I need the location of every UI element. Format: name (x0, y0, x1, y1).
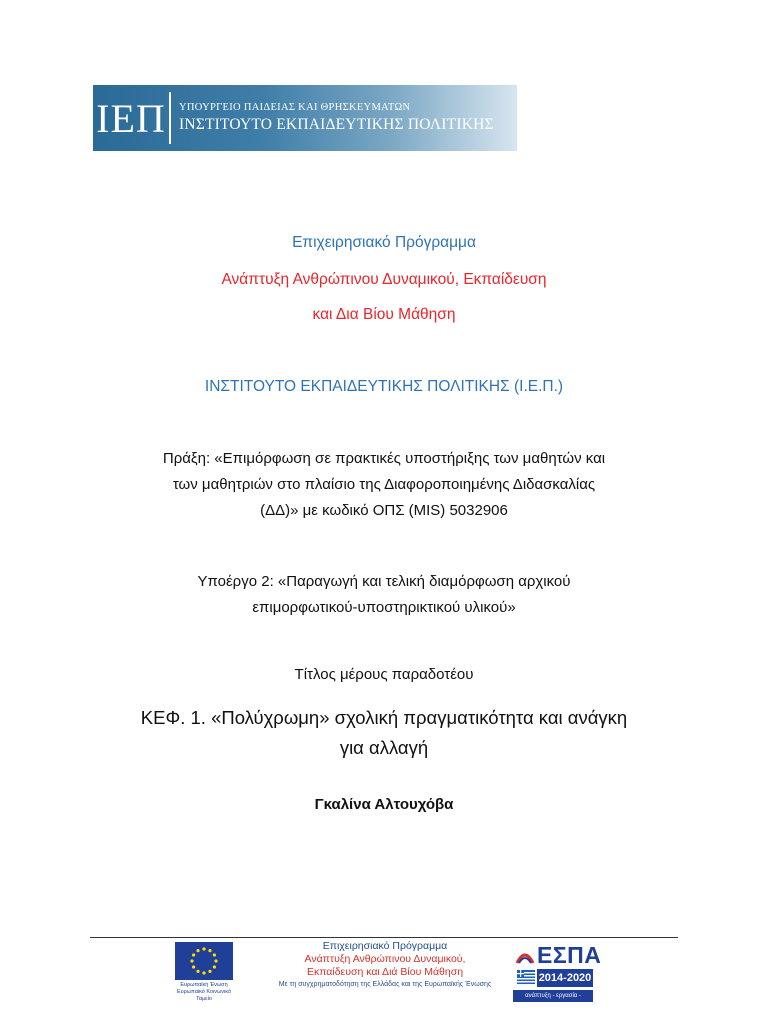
espa-years: 2014-2020 (537, 969, 593, 987)
iep-logo-text (179, 102, 494, 134)
operational-program-block (265, 940, 505, 1020)
espa-flag-icon (515, 945, 535, 967)
program-name-line2: και Δια Βίου Μάθηση (312, 306, 456, 323)
program-name-line1: Ανάπτυξη Ανθρώπινου Δυναμικού, Εκπαίδευση (221, 271, 547, 288)
op-line4: Με τη συγχρηματοδότηση της Ελλάδας και της Ευρωπαϊκής Ένωσης (278, 981, 492, 988)
ministry-name: ΥΠΟΥΡΓΕΙΟ ΠΑΙΔΕΙΑΣ ΚΑΙ ΘΡΗΣΚΕΥΜΑΤΩΝ (179, 102, 411, 113)
program-label: Επιχειρησιακό Πρόγραμμα (292, 234, 476, 251)
action-line1: Πράξη: «Επιμόρφωση σε πρακτικές υποστήριξης των μαθητών και (162, 450, 606, 467)
eu-caption-line1: Ευρωπαϊκή Ένωση (180, 982, 228, 988)
institute-heading: ΙΝΣΤΙΤΟΥΤΟ ΕΚΠΑΙΔΕΥΤΙΚΗΣ ΠΟΛΙΤΙΚΗΣ (Ι.Ε.Π.) (204, 378, 564, 395)
iep-logo (93, 85, 517, 151)
subproject-line2: επιμορφωτικού-υποστηρικτικού υλικού» (252, 599, 516, 616)
iep-logo-mark: ΙΕΠ (96, 95, 166, 141)
eu-logo (173, 942, 235, 1002)
op-line1: Επιχειρησιακό Πρόγραμμα (322, 940, 448, 952)
op-line3: Εκπαίδευση και Διά Βίου Μάθηση (306, 966, 464, 978)
eu-caption-line2: Ευρωπαϊκό Κοινωνικό Ταμείο (176, 989, 232, 1002)
eu-caption (173, 982, 235, 1003)
chapter-title-line2: για αλλαγή (339, 737, 429, 758)
logo-divider (169, 92, 171, 144)
espa-tagline: ανάπτυξη - εργασία - αλληλεγγύη (513, 990, 593, 1002)
op-line2: Ανάπτυξη Ανθρώπινου Δυναμικού, (304, 953, 466, 965)
espa-title: ΕΣΠΑ (537, 942, 602, 968)
footer-divider (90, 937, 678, 938)
chapter-title-line1: ΚΕΦ. 1. «Πολύχρωμη» σχολική πραγματικότητα και ανάγκη (140, 707, 628, 728)
eu-flag-icon (175, 942, 233, 980)
espa-logo (513, 940, 602, 1022)
subproject-line1: Υποέργο 2: «Παραγωγή και τελική διαμόρφωση αρχικού (197, 573, 571, 590)
deliverable-label: Τίτλος μέρους παραδοτέου (294, 666, 474, 683)
action-line3: (ΔΔ)» με κωδικό ΟΠΣ (MIS) 5032906 (260, 502, 508, 519)
institute-name: ΙΝΣΤΙΤΟΥΤΟ ΕΚΠΑΙΔΕΥΤΙΚΗΣ ΠΟΛΙΤΙΚΗΣ (179, 116, 494, 133)
greek-flag-icon (517, 970, 535, 984)
action-line2: των μαθητριών στο πλαίσιο της Διαφοροποιημένης Διδασκαλίας (172, 476, 596, 493)
author-name: Γκαλίνα Αλτουχόβα (314, 796, 454, 813)
